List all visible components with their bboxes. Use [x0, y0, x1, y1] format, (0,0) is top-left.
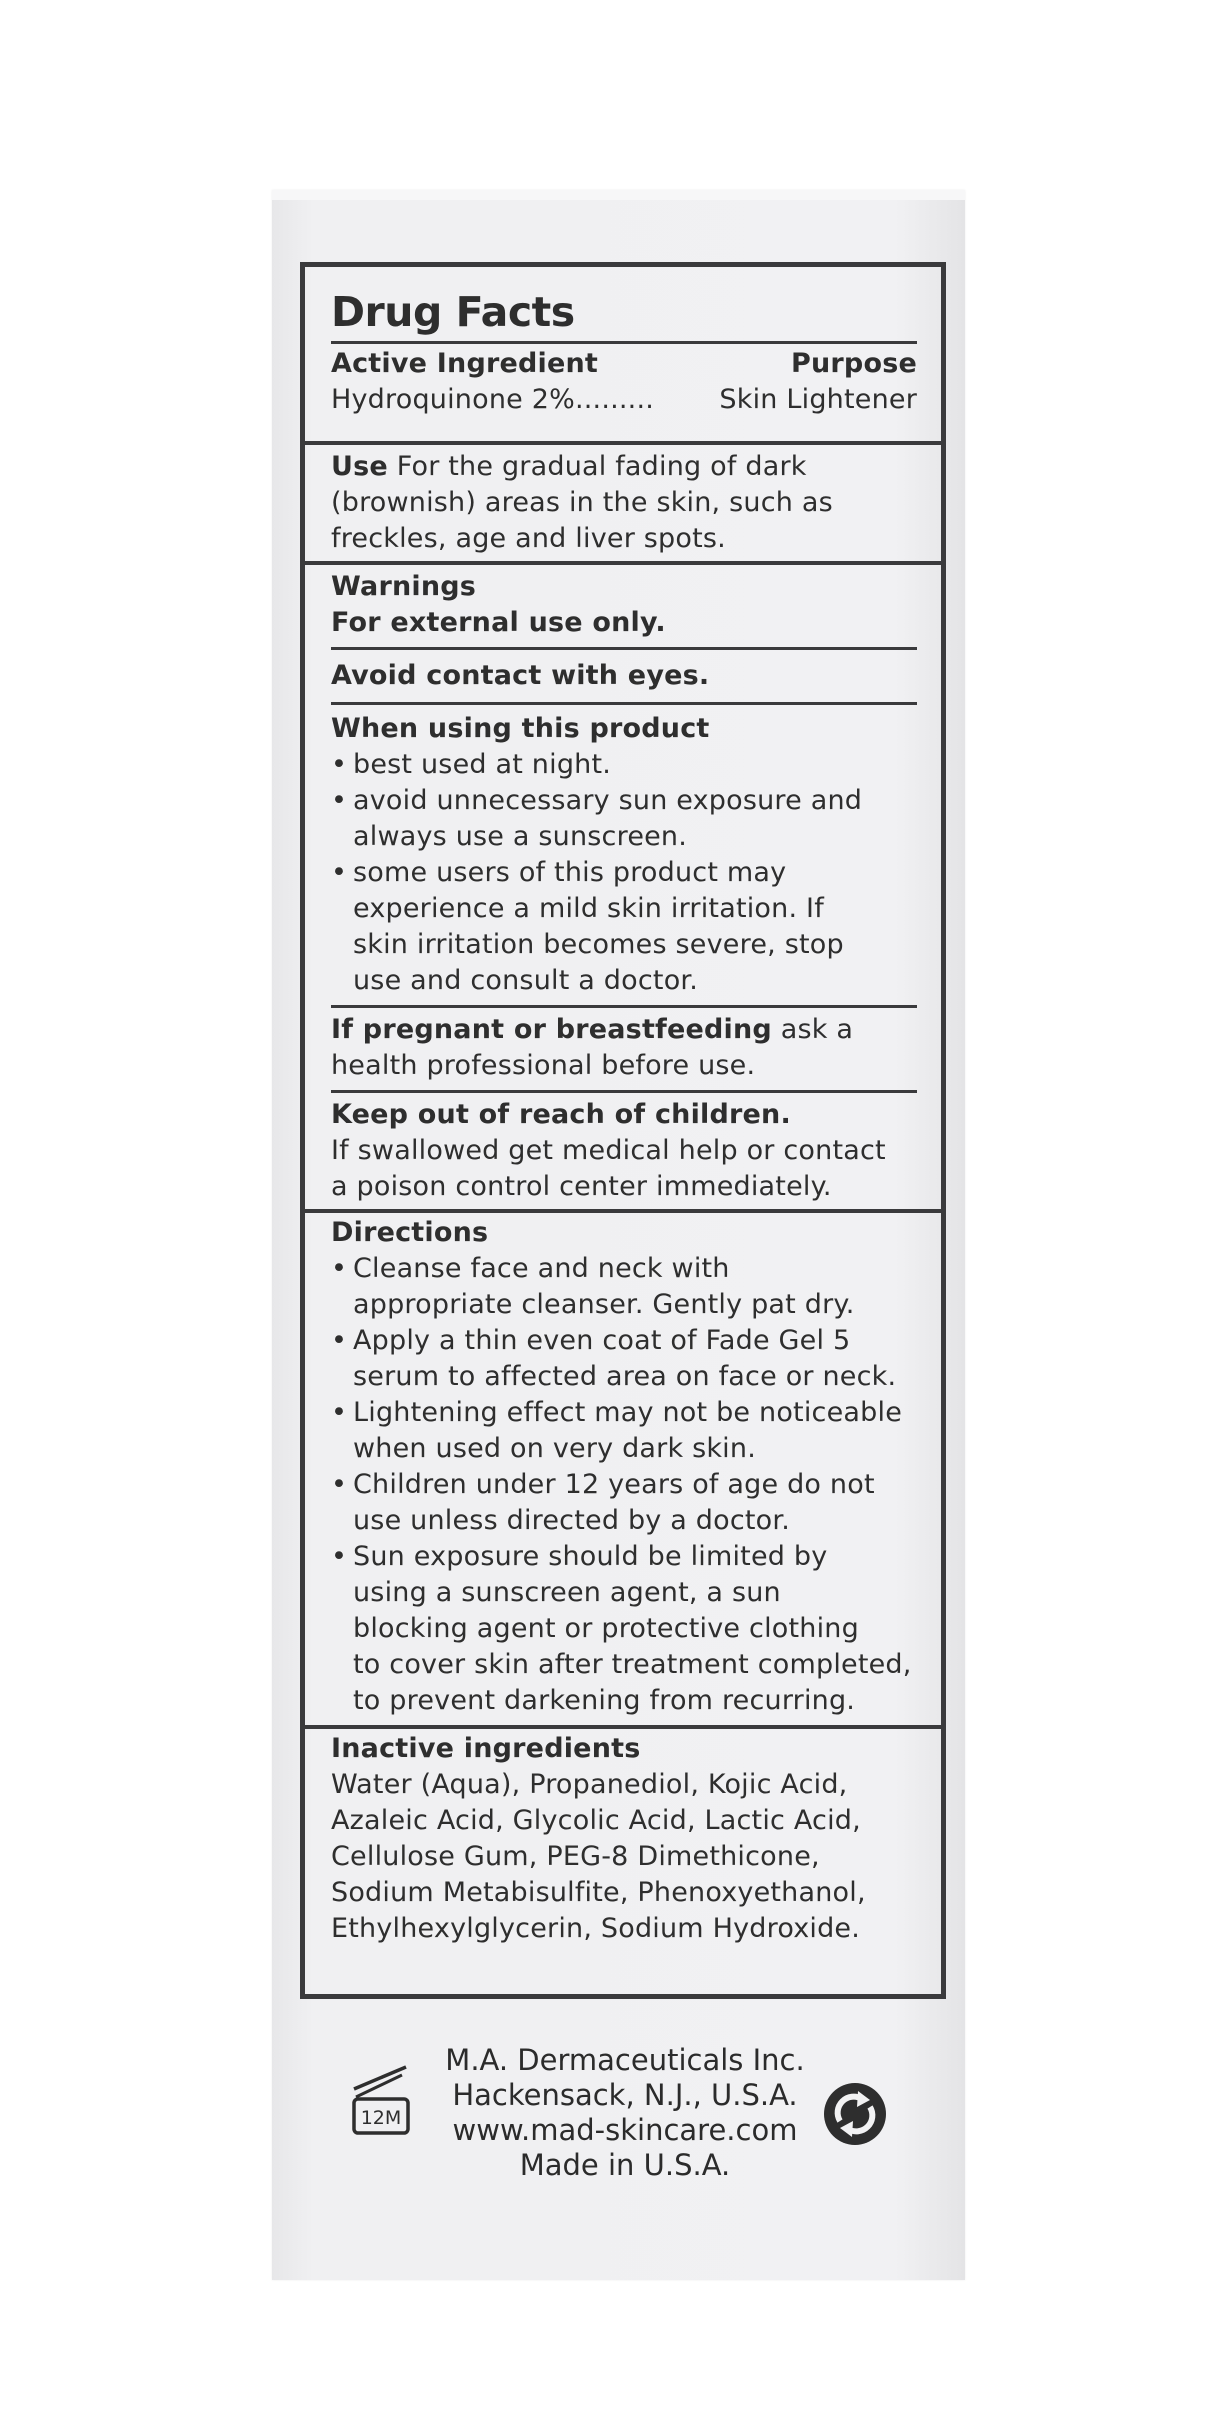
directions-item-line: Lightening effect may not be noticeable	[353, 1397, 902, 1428]
directions-item-text	[353, 1323, 917, 1395]
purpose-value: Skin Lightener	[719, 384, 917, 415]
pao-label: 12M	[360, 2107, 402, 2129]
directions-item-line: using a sunscreen agent, a sun	[353, 1577, 781, 1608]
when-using-item-line: always use a sunscreen.	[353, 821, 688, 852]
when-using-item-line: best used at night.	[353, 749, 612, 780]
company-name: M.A. Dermaceuticals Inc.	[445, 2043, 805, 2077]
directions-item	[331, 1467, 917, 1539]
bullet-icon: •	[331, 785, 348, 816]
company-website: www.mad-skincare.com	[452, 2113, 798, 2147]
made-in-text: Made in U.S.A.	[519, 2148, 731, 2182]
drug-facts-title: Drug Facts	[331, 288, 575, 336]
when-using-item-line: avoid unnecessary sun exposure and	[353, 785, 863, 816]
bullet-icon: •	[331, 857, 348, 888]
pregnant-bold: If pregnant or breastfeeding	[331, 1014, 772, 1045]
when-using-item	[331, 783, 917, 855]
when-using-item-line: experience a mild skin irritation. If	[353, 893, 824, 924]
directions-heading: Directions	[331, 1217, 489, 1248]
rule	[331, 702, 917, 705]
when-using-item	[331, 855, 917, 999]
inactive-section	[305, 1725, 941, 1947]
when-using-list	[331, 747, 917, 999]
bullet-icon: •	[331, 1253, 348, 1284]
directions-item-line: when used on very dark skin.	[353, 1433, 756, 1464]
recycle-icon	[822, 2081, 888, 2147]
directions-item-line: Children under 12 years of age do not	[353, 1469, 875, 1500]
directions-item-line: to prevent darkening from recurring.	[353, 1685, 856, 1716]
directions-item-line: serum to affected area on face or neck.	[353, 1361, 897, 1392]
manufacturer-footer	[350, 2043, 900, 2193]
active-ingredient-label: Active Ingredient	[331, 348, 599, 379]
directions-list	[331, 1251, 917, 1719]
active-ingredient-row	[331, 382, 917, 418]
directions-item-line: Sun exposure should be limited by	[353, 1541, 828, 1572]
directions-item-text	[353, 1467, 917, 1539]
inactive-ingredients-line: Azaleic Acid, Glycolic Acid, Lactic Acid,	[331, 1805, 861, 1836]
when-using-item	[331, 747, 917, 783]
when-using-item-text	[353, 783, 917, 855]
warnings-section	[305, 561, 941, 1205]
directions-item-line: appropriate cleanser. Gently pat dry.	[353, 1289, 855, 1320]
when-using-item-text	[353, 855, 917, 999]
keep-out-text: Keep out of reach of children.	[331, 1099, 791, 1130]
inactive-ingredients-line: Sodium Metabisulfite, Phenoxyethanol,	[331, 1877, 866, 1908]
directions-item	[331, 1323, 917, 1395]
use-label: Use	[331, 451, 388, 482]
warnings-heading: Warnings	[331, 571, 477, 602]
bullet-icon: •	[331, 1469, 348, 1500]
inactive-ingredients-line: Ethylhexylglycerin, Sodium Hydroxide.	[331, 1913, 861, 1944]
title-rule	[331, 341, 917, 344]
directions-item-text	[353, 1395, 917, 1467]
when-using-item-line: skin irritation becomes severe, stop	[353, 929, 844, 960]
use-text-2: (brownish) areas in the skin, such as	[331, 487, 833, 518]
inactive-heading: Inactive ingredients	[331, 1733, 641, 1764]
drug-facts-panel	[300, 262, 946, 1999]
directions-item-line: blocking agent or protective clothing	[353, 1613, 859, 1644]
rule	[331, 1090, 917, 1093]
active-ingredient-value: Hydroquinone 2%	[331, 384, 575, 415]
directions-item-line: use unless directed by a doctor.	[353, 1505, 790, 1536]
rule	[331, 1005, 917, 1008]
use-text-3: freckles, age and liver spots.	[331, 523, 726, 554]
when-using-item-line: some users of this product may	[353, 857, 787, 888]
directions-item-text	[353, 1539, 917, 1719]
swallowed-line-2: a poison control center immediately.	[331, 1171, 832, 1202]
purpose-label: Purpose	[791, 348, 917, 379]
bullet-icon: •	[331, 749, 348, 780]
directions-item	[331, 1539, 917, 1719]
avoid-eyes-text: Avoid contact with eyes.	[331, 660, 710, 691]
active-ingredient-header-row	[331, 346, 917, 382]
pregnant-line-2: health professional before use.	[331, 1050, 756, 1081]
when-using-item-text	[353, 747, 917, 783]
pregnant-rest: ask a	[771, 1014, 854, 1045]
directions-item-text	[353, 1251, 917, 1323]
swallowed-line-1: If swallowed get medical help or contact	[331, 1135, 886, 1166]
address-block	[430, 2043, 820, 2183]
directions-item-line: Cleanse face and neck with	[353, 1253, 730, 1284]
rule	[331, 647, 917, 650]
use-text-1: For the gradual fading of dark	[387, 451, 807, 482]
inactive-lines	[331, 1767, 917, 1947]
leader-dots: .........	[574, 384, 655, 415]
when-using-heading: When using this product	[331, 713, 710, 744]
use-section	[305, 441, 941, 557]
bullet-icon: •	[331, 1541, 348, 1572]
inactive-ingredients-line: Water (Aqua), Propanediol, Kojic Acid,	[331, 1769, 848, 1800]
external-use-text: For external use only.	[331, 607, 666, 638]
directions-item-line: Apply a thin even coat of Fade Gel 5	[353, 1325, 851, 1356]
inactive-ingredients-line: Cellulose Gum, PEG-8 Dimethicone,	[331, 1841, 820, 1872]
active-ingredient-section	[305, 267, 941, 418]
directions-section	[305, 1209, 941, 1719]
bullet-icon: •	[331, 1325, 348, 1356]
open-jar-icon	[350, 2059, 412, 2137]
directions-item	[331, 1251, 917, 1323]
directions-item	[331, 1395, 917, 1467]
company-city: Hackensack, N.J., U.S.A.	[452, 2078, 798, 2112]
pregnant-line-1	[331, 1012, 917, 1048]
when-using-item-line: use and consult a doctor.	[353, 965, 699, 996]
bullet-icon: •	[331, 1397, 348, 1428]
directions-item-line: to cover skin after treatment completed,	[353, 1649, 912, 1680]
